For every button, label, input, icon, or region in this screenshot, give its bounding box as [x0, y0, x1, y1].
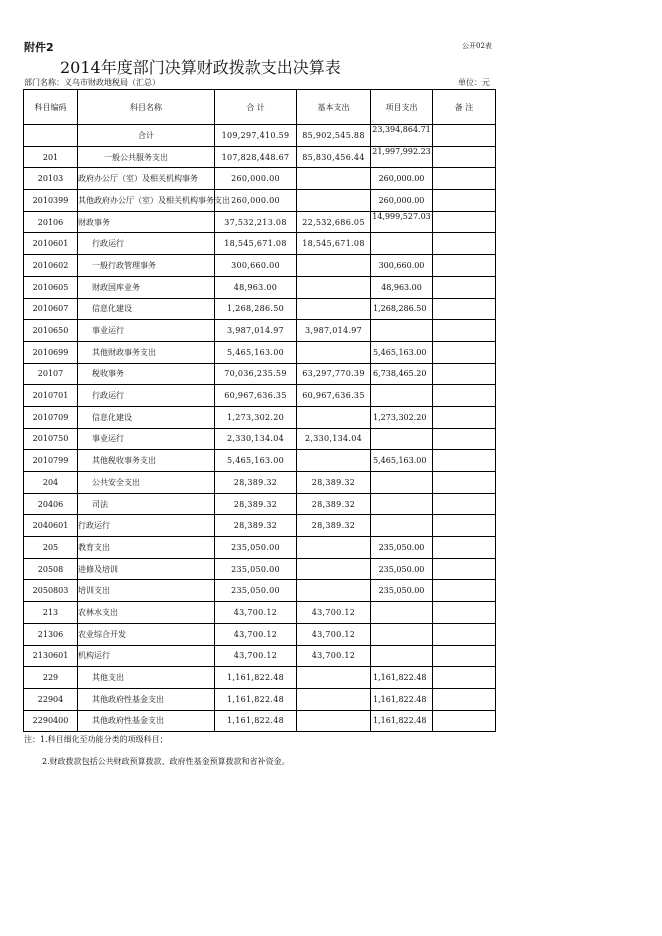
row-code: 20106 — [24, 211, 78, 233]
row-total: 43,700.12 — [215, 623, 297, 645]
row-code: 20406 — [24, 493, 78, 515]
row-note — [433, 276, 496, 298]
row-project: 1,161,822.48 — [371, 688, 433, 710]
row-total: 18,545,671.08 — [215, 233, 297, 255]
row-code: 2010399 — [24, 190, 78, 212]
row-note — [433, 320, 496, 342]
row-name: 进修及培训 — [78, 558, 215, 580]
col-header-code: 科目编码 — [24, 90, 78, 125]
table-body — [24, 125, 496, 732]
row-project: 1,161,822.48 — [371, 667, 433, 689]
row-total: 60,967,636.35 — [215, 385, 297, 407]
row-total: 1,273,302.20 — [215, 406, 297, 428]
row-note — [433, 168, 496, 190]
row-code: 2010701 — [24, 385, 78, 407]
table-row — [24, 168, 496, 190]
row-name: 公共安全支出 — [78, 472, 215, 494]
row-note — [433, 428, 496, 450]
row-project: 5,465,163.00 — [371, 450, 433, 472]
row-total: 37,532,213.08 — [215, 211, 297, 233]
row-name: 一般行政管理事务 — [78, 255, 215, 277]
row-total: 1,268,286.50 — [215, 298, 297, 320]
row-basic — [297, 667, 371, 689]
row-total: 28,389.32 — [215, 472, 297, 494]
row-code: 2010602 — [24, 255, 78, 277]
row-total: 235,050.00 — [215, 537, 297, 559]
table-row — [24, 537, 496, 559]
row-name: 农业综合开发 — [78, 623, 215, 645]
row-code: 2010650 — [24, 320, 78, 342]
row-total: 70,036,235.59 — [215, 363, 297, 385]
row-basic: 43,700.12 — [297, 623, 371, 645]
row-name: 行政运行 — [78, 233, 215, 255]
row-project: 1,161,822.48 — [371, 710, 433, 732]
row-note — [433, 602, 496, 624]
table-row — [24, 406, 496, 428]
row-total: 109,297,410.59 — [215, 125, 297, 147]
row-code: 21306 — [24, 623, 78, 645]
table-row — [24, 211, 496, 233]
row-name: 培训支出 — [78, 580, 215, 602]
row-name: 农林水支出 — [78, 602, 215, 624]
row-project — [371, 320, 433, 342]
row-code: 204 — [24, 472, 78, 494]
row-name: 税收事务 — [78, 363, 215, 385]
row-code: 2010750 — [24, 428, 78, 450]
row-basic: 43,700.12 — [297, 645, 371, 667]
row-project — [371, 602, 433, 624]
table-row — [24, 276, 496, 298]
expenditure-table — [23, 89, 496, 732]
row-name: 其他政府性基金支出 — [78, 688, 215, 710]
table-row — [24, 580, 496, 602]
attachment-label: 附件2 — [24, 41, 54, 54]
row-basic — [297, 688, 371, 710]
table-row — [24, 320, 496, 342]
row-basic — [297, 710, 371, 732]
row-code: 2040601 — [24, 515, 78, 537]
row-basic — [297, 537, 371, 559]
table-row — [24, 623, 496, 645]
row-name: 其他政府办公厅（室）及相关机构事务支出 — [78, 190, 215, 212]
table-row — [24, 558, 496, 580]
row-name: 行政运行 — [78, 515, 215, 537]
unit-label: 单位：元 — [458, 78, 490, 87]
row-note — [433, 688, 496, 710]
row-name: 合计 — [78, 125, 215, 147]
table-row — [24, 255, 496, 277]
row-total: 2,330,134.04 — [215, 428, 297, 450]
row-name: 信息化建设 — [78, 298, 215, 320]
page-title: 2014年度部门决算财政拨款支出决算表 — [60, 58, 341, 77]
row-project: 1,268,286.50 — [371, 298, 433, 320]
row-project — [371, 472, 433, 494]
table-row — [24, 667, 496, 689]
row-code — [24, 125, 78, 147]
row-total: 43,700.12 — [215, 602, 297, 624]
row-code: 213 — [24, 602, 78, 624]
row-note — [433, 493, 496, 515]
table-row — [24, 472, 496, 494]
row-name: 司法 — [78, 493, 215, 515]
row-basic: 22,532,686.05 — [297, 211, 371, 233]
row-basic: 28,389.32 — [297, 472, 371, 494]
row-note — [433, 190, 496, 212]
row-note — [433, 385, 496, 407]
row-note — [433, 710, 496, 732]
row-project: 260,000.00 — [371, 190, 433, 212]
row-name: 事业运行 — [78, 428, 215, 450]
row-basic: 63,297,770.39 — [297, 363, 371, 385]
row-note — [433, 667, 496, 689]
row-note — [433, 515, 496, 537]
row-name: 其他财政事务支出 — [78, 341, 215, 363]
row-note — [433, 146, 496, 168]
row-basic: 2,330,134.04 — [297, 428, 371, 450]
row-basic — [297, 580, 371, 602]
row-project: 6,738,465.20 — [371, 363, 433, 385]
row-total: 28,389.32 — [215, 515, 297, 537]
row-name: 一般公共服务支出 — [78, 146, 215, 168]
table-row — [24, 602, 496, 624]
table-row — [24, 428, 496, 450]
col-header-total: 合 计 — [215, 90, 297, 125]
row-code: 205 — [24, 537, 78, 559]
row-note — [433, 233, 496, 255]
row-total: 48,963.00 — [215, 276, 297, 298]
row-total: 107,828,448.67 — [215, 146, 297, 168]
row-note — [433, 472, 496, 494]
row-project — [371, 428, 433, 450]
row-note — [433, 558, 496, 580]
row-total: 43,700.12 — [215, 645, 297, 667]
row-code: 20508 — [24, 558, 78, 580]
note-1: 注：1.科目细化至功能分类的项级科目； — [24, 735, 168, 744]
row-basic — [297, 276, 371, 298]
col-header-project: 项目支出 — [371, 90, 433, 125]
row-project: 21,997,992.23 — [371, 146, 433, 168]
note-2: 2.财政拨款包括公共财政预算拨款、政府性基金预算拨款和省补资金。 — [42, 757, 290, 766]
row-note — [433, 406, 496, 428]
row-name: 财政国库业务 — [78, 276, 215, 298]
row-code: 2290400 — [24, 710, 78, 732]
row-note — [433, 125, 496, 147]
row-project: 23,394,864.71 — [371, 125, 433, 147]
table-header-row — [24, 90, 496, 125]
table-row — [24, 146, 496, 168]
row-basic — [297, 298, 371, 320]
row-name: 行政运行 — [78, 385, 215, 407]
row-project: 48,963.00 — [371, 276, 433, 298]
row-total: 300,660.00 — [215, 255, 297, 277]
col-header-note: 备 注 — [433, 90, 496, 125]
table-row — [24, 710, 496, 732]
row-basic — [297, 168, 371, 190]
row-total: 1,161,822.48 — [215, 667, 297, 689]
row-basic — [297, 450, 371, 472]
row-code: 2010799 — [24, 450, 78, 472]
row-project — [371, 623, 433, 645]
row-project — [371, 385, 433, 407]
row-total: 260,000.00 — [215, 168, 297, 190]
row-project: 235,050.00 — [371, 580, 433, 602]
row-note — [433, 255, 496, 277]
row-basic — [297, 406, 371, 428]
row-note — [433, 298, 496, 320]
row-total: 5,465,163.00 — [215, 450, 297, 472]
row-code: 2010699 — [24, 341, 78, 363]
row-basic — [297, 341, 371, 363]
row-code: 2010709 — [24, 406, 78, 428]
row-total: 28,389.32 — [215, 493, 297, 515]
row-name: 其他支出 — [78, 667, 215, 689]
row-project — [371, 515, 433, 537]
row-total: 5,465,163.00 — [215, 341, 297, 363]
row-name: 信息化建设 — [78, 406, 215, 428]
row-note — [433, 580, 496, 602]
row-note — [433, 363, 496, 385]
row-name: 其他税收事务支出 — [78, 450, 215, 472]
row-name: 教育支出 — [78, 537, 215, 559]
row-code: 2010605 — [24, 276, 78, 298]
row-code: 20107 — [24, 363, 78, 385]
row-basic: 18,545,671.08 — [297, 233, 371, 255]
row-basic: 60,967,636.35 — [297, 385, 371, 407]
row-code: 22904 — [24, 688, 78, 710]
row-name: 事业运行 — [78, 320, 215, 342]
row-note — [433, 450, 496, 472]
row-basic: 85,830,456.44 — [297, 146, 371, 168]
table-row — [24, 493, 496, 515]
table-row — [24, 515, 496, 537]
row-basic — [297, 255, 371, 277]
table-row — [24, 233, 496, 255]
row-basic: 28,389.32 — [297, 515, 371, 537]
row-note — [433, 537, 496, 559]
table-row — [24, 688, 496, 710]
row-basic: 28,389.32 — [297, 493, 371, 515]
row-basic: 43,700.12 — [297, 602, 371, 624]
table-row — [24, 190, 496, 212]
row-note — [433, 211, 496, 233]
row-total: 1,161,822.48 — [215, 688, 297, 710]
row-project — [371, 233, 433, 255]
table-row — [24, 385, 496, 407]
row-project: 1,273,302.20 — [371, 406, 433, 428]
table-row — [24, 450, 496, 472]
row-total: 235,050.00 — [215, 558, 297, 580]
row-note — [433, 623, 496, 645]
row-total: 1,161,822.48 — [215, 710, 297, 732]
row-project: 14,999,527.03 — [371, 211, 433, 233]
table-row — [24, 341, 496, 363]
row-code: 2130601 — [24, 645, 78, 667]
row-project: 260,000.00 — [371, 168, 433, 190]
row-project — [371, 645, 433, 667]
row-note — [433, 341, 496, 363]
row-code: 2010601 — [24, 233, 78, 255]
row-name: 财政事务 — [78, 211, 215, 233]
row-project: 235,050.00 — [371, 537, 433, 559]
row-name: 政府办公厅（室）及相关机构事务 — [78, 168, 215, 190]
row-note — [433, 645, 496, 667]
row-basic — [297, 558, 371, 580]
row-name: 机构运行 — [78, 645, 215, 667]
row-project: 235,050.00 — [371, 558, 433, 580]
col-header-name: 科目名称 — [78, 90, 215, 125]
row-name: 其他政府性基金支出 — [78, 710, 215, 732]
row-project: 300,660.00 — [371, 255, 433, 277]
row-basic: 3,987,014.97 — [297, 320, 371, 342]
row-code: 201 — [24, 146, 78, 168]
row-total: 3,987,014.97 — [215, 320, 297, 342]
row-project — [371, 493, 433, 515]
row-project: 5,465,163.00 — [371, 341, 433, 363]
col-header-basic: 基本支出 — [297, 90, 371, 125]
row-code: 2050803 — [24, 580, 78, 602]
row-basic: 85,902,545.88 — [297, 125, 371, 147]
table-row — [24, 298, 496, 320]
form-number: 公开02表 — [462, 42, 492, 50]
table-row — [24, 125, 496, 147]
table-row — [24, 363, 496, 385]
row-code: 229 — [24, 667, 78, 689]
table-row — [24, 645, 496, 667]
row-total: 260,000.00 — [215, 190, 297, 212]
row-code: 20103 — [24, 168, 78, 190]
row-total: 235,050.00 — [215, 580, 297, 602]
department-name: 部门名称：义乌市财政地税局（汇总） — [24, 78, 160, 87]
row-basic — [297, 190, 371, 212]
row-code: 2010607 — [24, 298, 78, 320]
